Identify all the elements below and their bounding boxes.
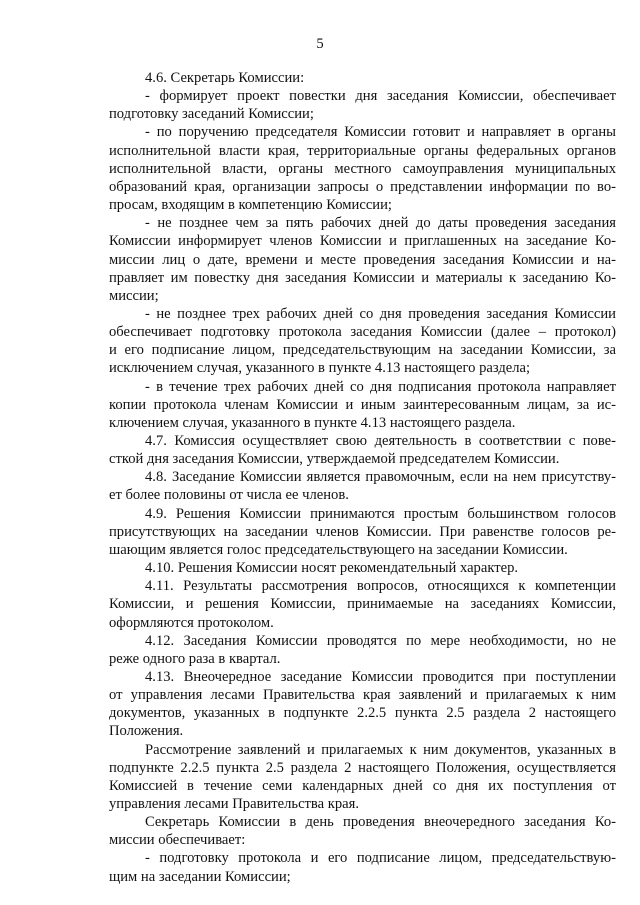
text-line: 4.8. Заседание Комиссии является правомочным, если на нем присутству- (145, 469, 616, 486)
text-line: Положения. (109, 723, 184, 740)
text-line: миссии лиц о дате, времени и месте проведения заседания Комиссии и на- (109, 251, 616, 268)
text-line: обеспечивает подготовку протокола заседания Комиссии (далее – протокол) (109, 324, 616, 341)
page-number: 5 (316, 36, 324, 52)
text-line: исключением случая, указанного в пункте 4.13 настоящего раздела; (109, 360, 531, 377)
text-line: 4.10. Решения Комиссии носят рекомендательный характер. (145, 560, 519, 577)
text-line: просам, входящим в компетенцию Комиссии; (109, 197, 392, 214)
text-line: Секретарь Комиссии в день проведения внеочередного заседания Ко- (145, 814, 616, 831)
text-line: правляет им повестку дня заседания Комиссии и материалы к заседанию Ко- (109, 269, 616, 286)
text-line: реже одного раза в квартал. (109, 650, 281, 667)
text-line: шающим является голос председательствующего на заседании Комиссии. (109, 541, 568, 558)
text-line: - по поручению председателя Комиссии готовит и направляет в органы (145, 124, 616, 141)
text-line: исполнительной власти, органы местного самоуправления муниципальных (109, 160, 616, 177)
text-line: подпункте 2.2.5 пункта 2.5 раздела 2 настоящего Положения, осуществляется (109, 759, 616, 776)
text-line: от управления лесами Правительства края заявлений и прилагаемых к ним (109, 687, 616, 704)
text-line: сткой дня заседания Комиссии, утверждаемой председателем Комиссии. (109, 451, 560, 468)
text-line: 4.7. Комиссия осуществляет свою деятельность в соответствии с пове- (145, 433, 616, 449)
text-line: копии протокола членам Комиссии и иным заинтересованным лицам, за ис- (109, 396, 616, 413)
text-line: 4.11. Результаты рассмотрения вопросов, относящихся к компетенции (145, 578, 616, 595)
text-line: - формирует проект повестки дня заседания Комиссии, обеспечивает (145, 88, 616, 105)
text-line: присутствующих на заседании членов Комиссии. При равенстве голосов ре- (109, 523, 616, 540)
text-line: Рассмотрение заявлений и прилагаемых к ним документов, указанных в (145, 741, 616, 758)
text-line: образований края, организации запросы о представлении информации по во- (109, 178, 616, 195)
text-line: ет более половины от числа ее членов. (109, 487, 349, 504)
text-line: 4.12. Заседания Комиссии проводятся по мере необходимости, но не (145, 632, 616, 649)
text-line: управления лесами Правительства края. (109, 796, 359, 812)
text-line: и его подписание лицом, председательствующим на заседании Комиссии, за (109, 342, 616, 359)
text-line: ключением случая, указанного в пункте 4.13 настоящего раздела. (109, 414, 516, 431)
text-line: Комиссии, и решения Комиссии, принимаемые на заседаниях Комиссии, (109, 596, 616, 613)
text-line: Комиссии информирует членов Комиссии и приглашенных на заседание Ко- (109, 233, 616, 250)
text-line: щим на заседании Комиссии; (109, 868, 291, 885)
text-line: 4.6. Секретарь Комиссии: (145, 70, 305, 86)
text-line: - не позднее чем за пять рабочих дней до даты проведения заседания (145, 215, 616, 232)
text-line: документов, указанных в подпункте 2.2.5 пункта 2.5 раздела 2 настоящего (109, 705, 616, 722)
text-line: миссии; (109, 287, 159, 304)
text-line: 4.9. Решения Комиссии принимаются простым большинством голосов (145, 505, 616, 522)
text-line: исполнительной власти края, территориальные органы федеральных органов (109, 142, 616, 159)
text-line: подготовку заседаний Комиссии; (109, 106, 314, 123)
text-line: - в течение трех рабочих дней со дня подписания протокола направляет (145, 378, 616, 395)
text-line: 4.13. Внеочередное заседание Комиссии проводится при поступлении (145, 668, 616, 685)
text-line: Комиссией в течение семи календарных дней со дня их поступления от (109, 777, 616, 794)
text-line: - подготовку протокола и его подписание лицом, председательствую- (145, 850, 616, 867)
text-line: миссии обеспечивает: (109, 832, 246, 849)
text-line: оформляются протоколом. (109, 614, 274, 631)
text-line: - не позднее трех рабочих дней со дня проведения заседания Комиссии (145, 305, 616, 322)
